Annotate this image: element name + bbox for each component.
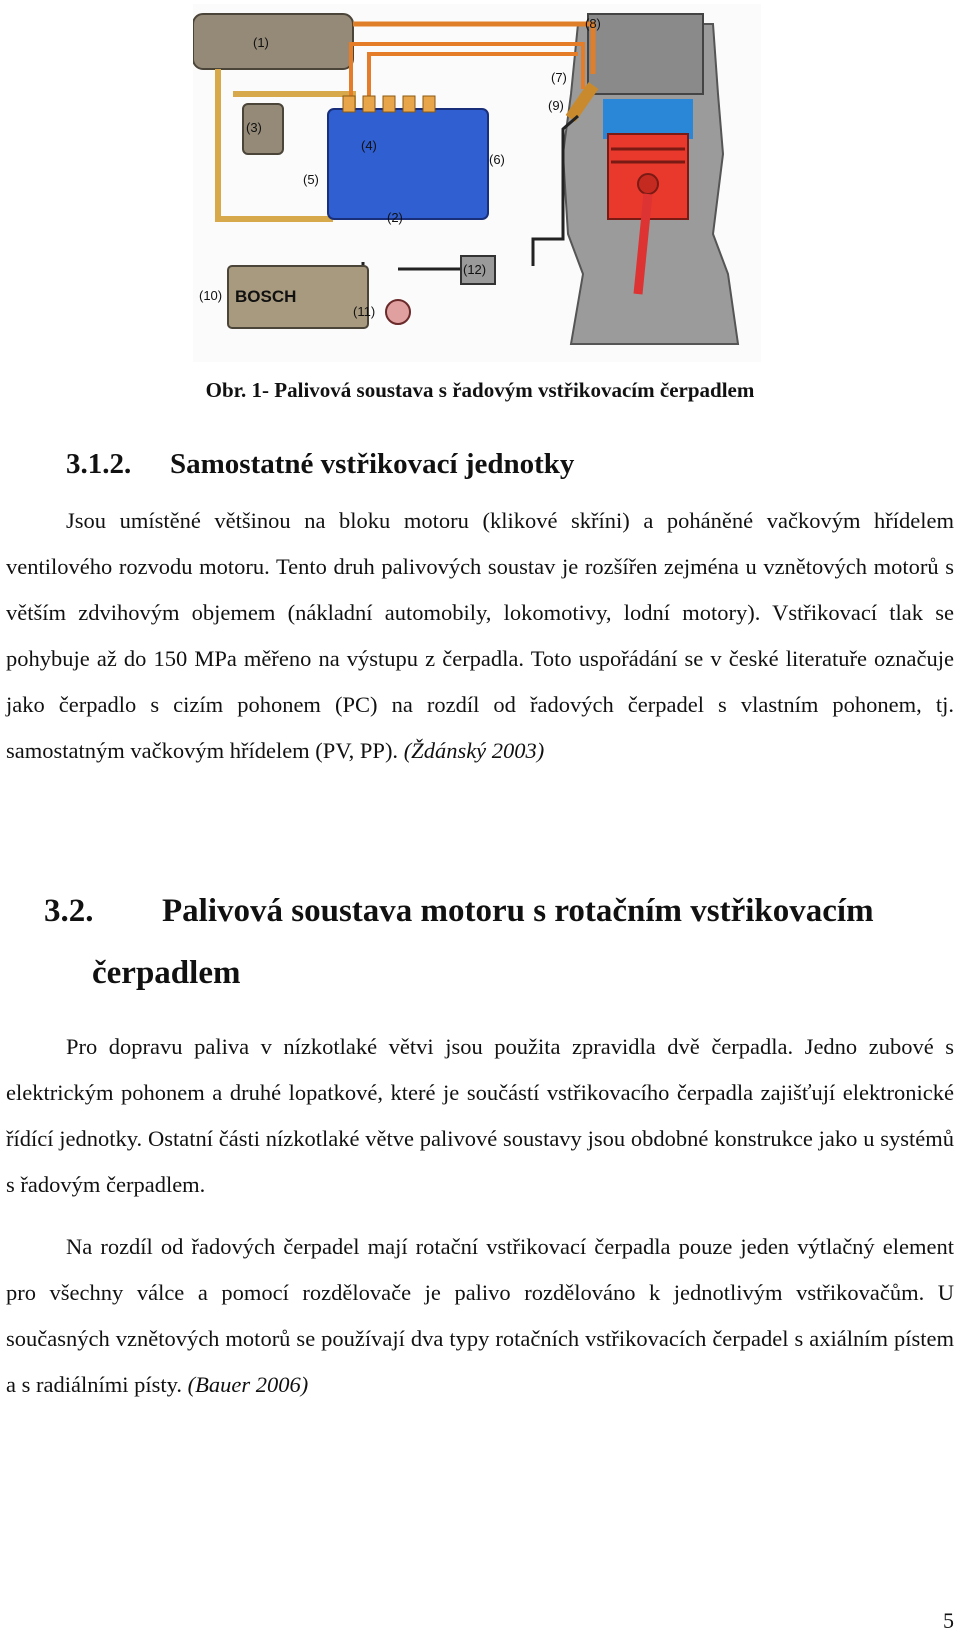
fuel-tank: [193, 14, 353, 69]
label-5: (5): [303, 172, 319, 187]
label-11: (11): [353, 304, 376, 319]
label-8: (8): [585, 16, 601, 31]
paragraph-text: Jsou umístěné většinou na bloku motoru (klikové skříni) a poháněné vačkovým hřídelem ventilového rozvodu motoru. Tento druh palivových soustav je rozšířen zejména u vznětových motorů s větším zdvihovým objemem (nákladní automobily, lokomotivy, lodní motory). Vstřikovací tlak se pohybuje až do 150 MPa měřeno na výstupu z čerpadla. Toto uspořádání se v české literatuře označuje jako čerpadlo s cizím pohonem (PC) na rozdíl od řadových čerpadel s vlastním pohonem, tj. samostatným vačkovým hřídelem (PV, PP).: [6, 508, 954, 763]
section-heading-3-2: [44, 880, 944, 1004]
injection-pump: [328, 109, 488, 219]
label-6: (6): [489, 152, 505, 167]
fuel-system-illustration: [193, 4, 761, 362]
label-3: (3): [246, 120, 262, 135]
cylinder-head: [588, 14, 703, 94]
label-10: (10): [199, 288, 223, 303]
figure-caption: Obr. 1- Palivová soustava s řadovým vstřikovacím čerpadlem: [205, 378, 755, 402]
label-1: (1): [253, 35, 269, 50]
fuel-system-diagram: [193, 4, 761, 362]
paragraph-text: Na rozdíl od řadových čerpadel mají rotační vstřikovací čerpadla pouze jeden výtlačný element pro všechny válce a pomocí rozdělovače je palivo rozdělováno k jednotlivým vstřikovačům. U současných vznětových motorů se používají dva typy rotačních vstřikovacích čerpadel s axiálním pístem a s radiálními písty.: [6, 1234, 954, 1397]
section-title-line2: čerpadlem: [92, 955, 241, 991]
section-title-line1: Palivová soustava motoru s rotačním vstřikovacím: [162, 893, 874, 929]
section-number: 3.1.2.: [66, 448, 132, 480]
citation: (Ždánský 2003): [403, 738, 545, 763]
label-12: (12): [463, 262, 487, 277]
paragraph-separate-injection-units: [6, 498, 954, 774]
paragraph-text: Pro dopravu paliva v nízkotlaké větvi jsou použita zpravidla dvě čerpadla. Jedno zubové s elektrickým pohonem a druhé lopatkové, které je součástí vstřikovacího čerpadla zajišťují elektronické řídící jednotky. Ostatní části nízkotlaké větve palivové soustavy jsou obdobné konstrukce jako u systémů s řadovým čerpadlem.: [6, 1034, 954, 1197]
citation: (Bauer 2006): [187, 1372, 309, 1397]
section-title: Samostatné vstřikovací jednotky: [170, 448, 575, 480]
label-7: (7): [551, 70, 567, 85]
label-2: (2): [387, 210, 403, 225]
label-9: (9): [548, 98, 564, 113]
section-number: 3.2.: [44, 893, 94, 929]
page-number: 5: [943, 1608, 954, 1633]
sensor: [386, 300, 410, 324]
paragraph-rotary-pumps: [6, 1224, 954, 1408]
bosch-brand-text: BOSCH: [235, 287, 297, 306]
label-4: (4): [361, 138, 377, 153]
section-heading-3-1-2: [66, 448, 574, 481]
paragraph-low-pressure-branch: [6, 1024, 954, 1208]
